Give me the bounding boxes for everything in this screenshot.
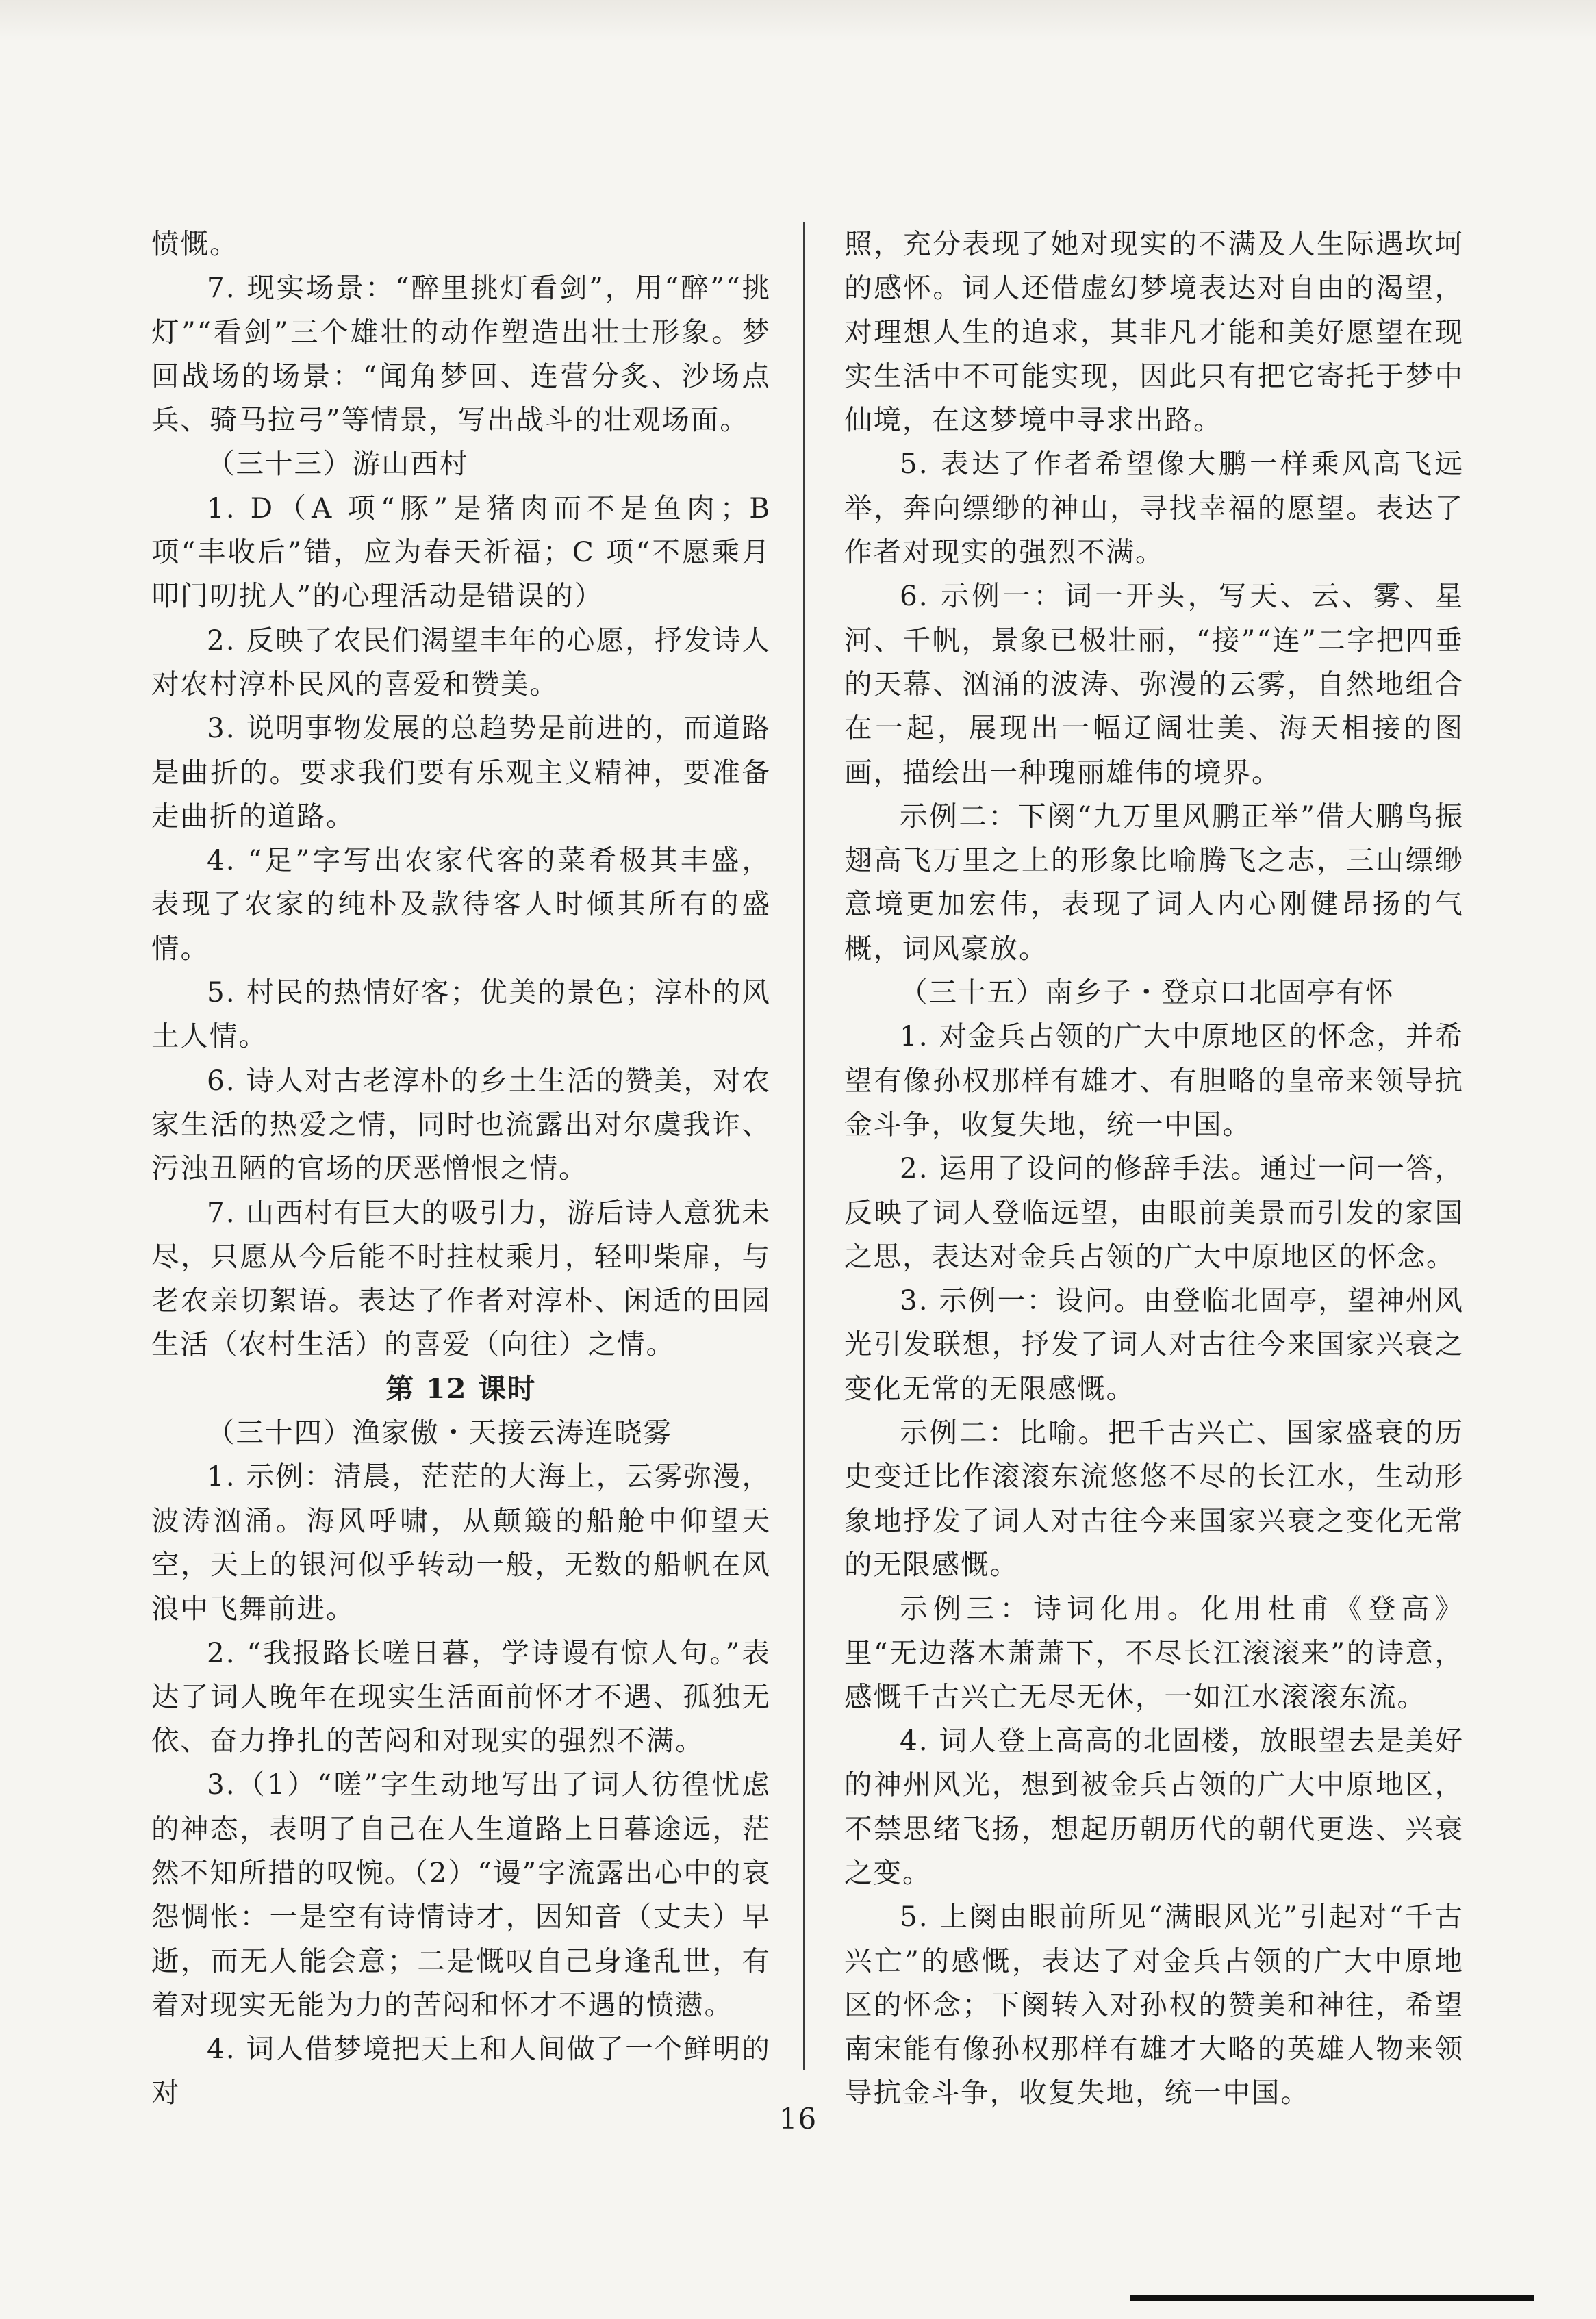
- paragraph: 1. D（A 项“豚”是猪肉而不是鱼肉；B 项“丰收后”错，应为春天祈福；C 项“不愿乘月叩门叨扰人”的心理活动是错误的）: [151, 491, 771, 613]
- paragraph: 2. “我报路长嗟日暮，学诗谩有惊人句。”表达了词人晚年在现实生活面前怀才不遇、孤独无依、奋力挣扎的苦闷和对现实的强烈不满。: [151, 1636, 771, 1758]
- paragraph: 示例三：诗词化用。化用杜甫《登高》里“无边落木萧萧下，不尽长江滚滚来”的诗意，感慨千古兴亡无尽无休，一如江水滚滚东流。: [844, 1592, 1464, 1713]
- paragraph: 示例二：下阕“九万里风鹏正举”借大鹏鸟振翅高飞万里之上的形象比喻腾飞之志，三山缥缈意境更加宏伟，表现了词人内心刚健昂扬的气概，词风豪放。: [844, 799, 1464, 965]
- paragraph: （三十五）南乡子・登京口北固亭有怀: [900, 976, 1395, 1009]
- column-divider: [803, 222, 805, 2070]
- paragraph: 2. 反映了农民们渴望丰年的心愿，抒发诗人对农村淳朴民风的喜爱和赞美。: [151, 623, 771, 700]
- paragraph: 5. 表达了作者希望像大鹏一样乘风高飞远举，奔向缥缈的神山，寻找幸福的愿望。表达了作者对现实的强烈不满。: [844, 447, 1464, 569]
- paragraph: 照，充分表现了她对现实的不满及人生际遇坎坷的感怀。词人还借虚幻梦境表达对自由的渴望，对理想人生的追求，其非凡才能和美好愿望在现实生活中不可能实现，因此只有把它寄托于梦中仙境，在这梦境中寻求出路。: [844, 227, 1464, 437]
- paragraph: 4. 词人借梦境把天上和人间做了一个鲜明的对: [151, 2032, 771, 2109]
- paragraph: （三十三）游山西村: [207, 447, 469, 481]
- paragraph: 5. 上阕由眼前所见“满眼风光”引起对“千古兴亡”的感慨，表达了对金兵占领的广大中原地区的怀念；下阕转入对孙权的赞美和神往，希望南宋能有像孙权那样有雄才大略的英雄人物来领导抗金斗争，收复失地，统一中国。: [844, 1900, 1464, 2109]
- paragraph: 3.（1）“嗟”字生动地写出了词人彷徨忧虑的神态，表明了自己在人生道路上日暮途远，茫然不知所措的叹惋。（2）“谩”字流露出心中的哀怨惆怅：一是空有诗情诗才，因知音（丈夫）早逝，而无人能会意；二是慨叹自己身逢乱世，有着对现实无能为力的苦闷和怀才不遇的愤懑。: [151, 1768, 771, 2021]
- paragraph: （三十四）渔家傲・天接云涛连晓雾: [207, 1416, 672, 1449]
- left-column: [151, 222, 771, 2115]
- paragraph: 6. 示例一：词一开头，写天、云、雾、星河、千帆，景象已极壮丽，“接”“连”二字把四垂的天幕、汹涌的波涛、弥漫的云雾，自然地组合在一起，展现出一幅辽阔壮美、海天相接的图画，描绘出一种瑰丽雄伟的境界。: [844, 579, 1464, 789]
- paragraph: 愤慨。: [151, 227, 239, 260]
- paragraph: 7. 现实场景：“醉里挑灯看剑”，用“醉”“挑灯”“看剑”三个雄壮的动作塑造出壮士形象。梦回战场的场景：“闻角梦回、连营分炙、沙场点兵、骑马拉弓”等情景，写出战斗的壮观场面。: [151, 271, 771, 437]
- paragraph: 6. 诗人对古老淳朴的乡土生活的赞美，对农家生活的热爱之情，同时也流露出对尔虞我诈、污浊丑陋的官场的厌恶憎恨之情。: [151, 1063, 771, 1185]
- paragraph: 4. “足”字写出农家代客的菜肴极其丰盛，表现了农家的纯朴及款待客人时倾其所有的盛情。: [151, 844, 771, 965]
- paragraph: 5. 村民的热情好客；优美的景色；淳朴的风土人情。: [151, 976, 771, 1053]
- paragraph: 3. 示例一：设问。由登临北固亭，望神州风光引发联想，抒发了词人对古往今来国家兴衰之变化无常的无限感慨。: [844, 1284, 1464, 1405]
- paragraph: 2. 运用了设问的修辞手法。通过一问一答，反映了词人登临远望，由眼前美景而引发的家国之思，表达对金兵占领的广大中原地区的怀念。: [844, 1152, 1464, 1273]
- paragraph: 4. 词人登上高高的北固楼，放眼望去是美好的神州风光，想到被金兵占领的广大中原地区，不禁思绪飞扬，想起历朝历代的朝代更迭、兴衰之变。: [844, 1724, 1464, 1889]
- right-column: [844, 222, 1464, 2115]
- paragraph: 7. 山西村有巨大的吸引力，游后诗人意犹未尽，只愿从今后能不时拄杖乘月，轻叩柴扉，与老农亲切絮语。表达了作者对淳朴、闲适的田园生活（农村生活）的喜爱（向往）之情。: [151, 1195, 771, 1361]
- paragraph: 示例二：比喻。把千古兴亡、国家盛衰的历史变迁比作滚滚东流悠悠不尽的长江水，生动形象地抒发了词人对古往今来国家兴衰之变化无常的无限感慨。: [844, 1416, 1464, 1581]
- paragraph: 3. 说明事物发展的总趋势是前进的，而道路是曲折的。要求我们要有乐观主义精神，要准备走曲折的道路。: [151, 711, 771, 833]
- paragraph: 1. 示例：清晨，茫茫的大海上，云雾弥漫，波涛汹涌。海风呼啸，从颠簸的船舱中仰望天空，天上的银河似乎转动一般，无数的船帆在风浪中飞舞前进。: [151, 1460, 771, 1625]
- page-edge-shadow: [0, 0, 1596, 41]
- paragraph: 1. 对金兵占领的广大中原地区的怀念，并希望有像孙权那样有雄才、有胆略的皇帝来领导抗金斗争，收复失地，统一中国。: [844, 1019, 1464, 1141]
- page-number: 16: [778, 2102, 818, 2136]
- section-heading: 第 12 课时: [385, 1371, 537, 1405]
- bottom-rule: [1130, 2295, 1534, 2301]
